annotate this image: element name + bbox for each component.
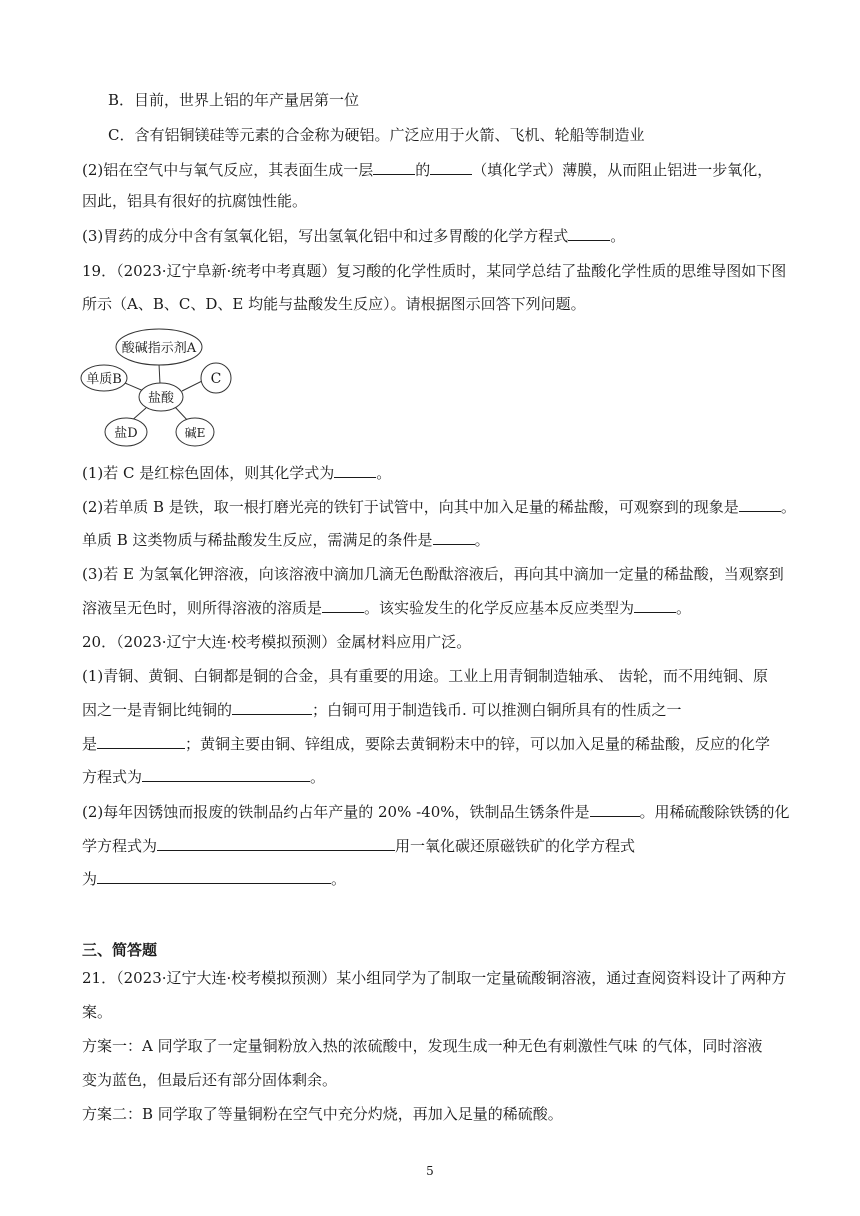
q18-part3 — [82, 226, 625, 246]
answer-blank[interactable] — [334, 463, 376, 478]
connector-line — [182, 381, 202, 391]
node-d-label: 盐D — [114, 426, 138, 441]
text: 。 — [780, 498, 796, 516]
page-number: 5 — [426, 1164, 434, 1178]
text: 是 — [82, 735, 98, 753]
text: (3)胃药的成分中含有氢氧化铝，写出氢氧化铝中和过多胃酸的化学方程式 — [82, 227, 569, 245]
answer-blank[interactable] — [568, 226, 610, 241]
text: ；黄铜主要由铜、锌组成，要除去黄铜粉末中的锌，可以加入足量的稀盐酸，反应的化学 — [185, 735, 771, 753]
answer-blank[interactable] — [322, 598, 364, 613]
text: 溶液呈无色时，则所得溶液的溶质是 — [82, 599, 323, 617]
text: 学方程式为 — [82, 837, 158, 855]
q21-stem-line2: 案。 — [82, 1003, 113, 1021]
q21-plan2: 方案二：B 同学取了等量铜粉在空气中充分灼烧，再加入足量的稀硫酸。 — [82, 1105, 563, 1123]
text: 为 — [82, 870, 98, 888]
answer-blank[interactable] — [142, 767, 310, 782]
answer-blank[interactable] — [97, 734, 185, 749]
q20-part1-line4 — [82, 767, 325, 787]
answer-blank[interactable] — [634, 598, 676, 613]
text: 。 — [676, 599, 692, 617]
text: 。该实验发生的化学反应基本反应类型为 — [364, 599, 635, 617]
q19-stem-line1: 19．（2023·辽宁阜新·统考中考真题）复习酸的化学性质时，某同学总结了盐酸化学性质的思维导图如下图 — [82, 262, 787, 280]
text: 。 — [376, 464, 392, 482]
text: (1)若 C 是红棕色固体，则其化学式为 — [82, 464, 335, 482]
q20-part2-line2 — [82, 836, 635, 856]
text: (2)每年因锈蚀而报废的铁制品约占年产量的 20% -40%，铁制品生锈条件是 — [82, 803, 590, 821]
text: 方程式为 — [82, 768, 143, 786]
q20-part2-line3 — [82, 869, 346, 889]
text: 。 — [331, 870, 347, 888]
q19-part3-line1: (3)若 E 为氢氧化钾溶液，向该溶液中滴加几滴无色酚酞溶液后，再向其中滴加一定量的稀盐酸，当观察到 — [82, 565, 784, 583]
text: 单质 B 这类物质与稀盐酸发生反应，需满足的条件是 — [82, 531, 433, 549]
section-heading: 三、简答题 — [82, 941, 158, 959]
answer-blank[interactable] — [232, 700, 312, 715]
q19-part3-line2 — [82, 598, 691, 618]
q20-part2-line1 — [82, 802, 790, 822]
text: 的 — [415, 161, 431, 179]
node-b-label: 单质B — [86, 372, 122, 387]
q21-plan1-line1: 方案一：A 同学取了一定量铜粉放入热的浓硫酸中，发现生成一种无色有刺激性气味 的气体，同时溶液 — [82, 1037, 763, 1055]
answer-blank[interactable] — [739, 497, 781, 512]
text: 。 — [610, 227, 626, 245]
q20-part1-line1: (1)青铜、黄铜、白铜都是铜的合金，具有重要的用途。工业上用青铜制造轴承、 齿轮，而不用纯铜、原 — [82, 667, 769, 685]
mind-map-diagram — [78, 326, 248, 452]
q19-part2-line2 — [82, 530, 490, 550]
text: ；白铜可用于制造钱币. 可以推测白铜所具有的性质之一 — [312, 701, 682, 719]
answer-blank[interactable] — [157, 836, 395, 851]
q18-option-c: C．含有铝铜镁硅等元素的合金称为硬铝。广泛应用于火箭、飞机、轮船等制造业 — [108, 126, 645, 144]
connector-line — [159, 364, 160, 384]
node-a-label: 酸碱指示剂A — [121, 341, 197, 356]
answer-blank[interactable] — [430, 160, 472, 175]
q21-plan1-line2: 变为蓝色，但最后还有部分固体剩余。 — [82, 1071, 338, 1089]
text: 。 — [310, 768, 326, 786]
center-node-label: 盐酸 — [147, 391, 175, 406]
node-e-label: 碱E — [184, 426, 206, 440]
q19-part2-line1 — [82, 497, 796, 517]
text: （填化学式）薄膜，从而阻止铝进一步氧化， — [472, 161, 773, 179]
q19-stem-line2: 所示（A、B、C、D、E 均能与盐酸发生反应）。请根据图示回答下列问题。 — [82, 295, 586, 313]
q21-stem-line1: 21．（2023·辽宁大连·校考模拟预测）某小组同学为了制取一定量硫酸铜溶液，通过查阅资料设计了两种方 — [82, 969, 787, 987]
text: (2)铝在空气中与氧气反应，其表面生成一层 — [82, 161, 374, 179]
q18-part2-line2: 因此，铝具有很好的抗腐蚀性能。 — [82, 192, 308, 210]
q20-part1-line2 — [82, 700, 682, 720]
text: (2)若单质 B 是铁，取一根打磨光亮的铁钉于试管中，向其中加入足量的稀盐酸，可观察到的现象是 — [82, 498, 739, 516]
text: 因之一是青铜比纯铜的 — [82, 701, 233, 719]
text: 。用稀硫酸除铁锈的化 — [639, 803, 790, 821]
node-c-label: C — [210, 371, 222, 387]
answer-blank[interactable] — [373, 160, 415, 175]
q20-stem: 20．（2023·辽宁大连·校考模拟预测）金属材料应用广泛。 — [82, 633, 472, 651]
text: 。 — [474, 531, 490, 549]
q18-part2-line1 — [82, 160, 772, 180]
q18-option-b: B．目前，世界上铝的年产量居第一位 — [108, 91, 360, 109]
answer-blank[interactable] — [433, 530, 475, 545]
text: 用一氧化碳还原磁铁矿的化学方程式 — [395, 837, 636, 855]
answer-blank[interactable] — [97, 869, 331, 884]
answer-blank[interactable] — [590, 802, 640, 817]
q19-part1 — [82, 463, 391, 483]
q20-part1-line3 — [82, 734, 770, 754]
